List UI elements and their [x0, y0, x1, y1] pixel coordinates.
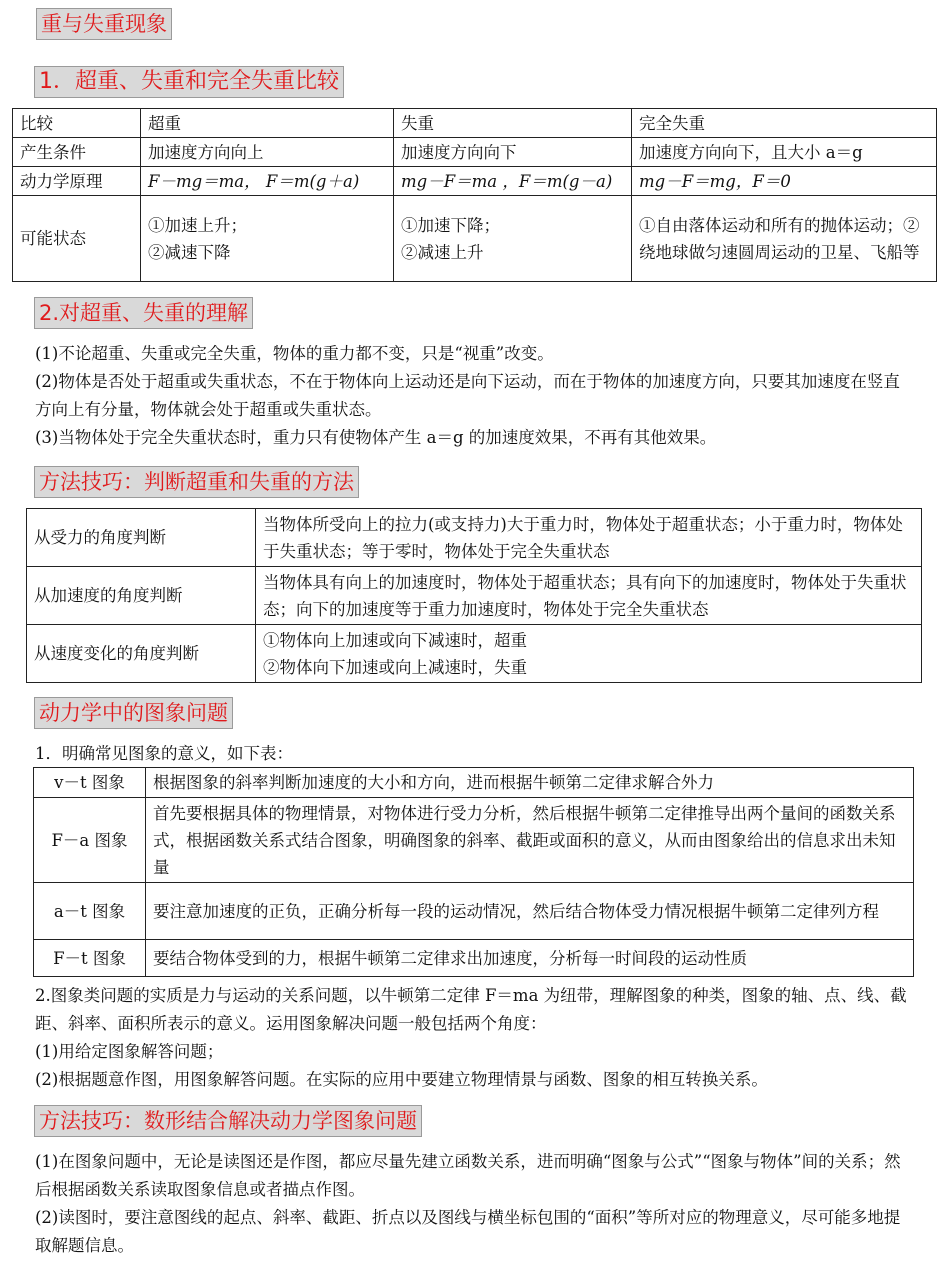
paragraph: (3)当物体处于完全失重状态时，重力只有使物体产生 a＝g 的加速度效果，不再有其他效果。 [35, 428, 717, 447]
comparison-table [12, 108, 937, 282]
graph-table [33, 767, 914, 977]
table-cell: 加速度方向向下 [394, 138, 632, 167]
table-row [34, 883, 914, 940]
understanding-paragraphs [35, 340, 915, 452]
method-table [26, 508, 922, 683]
table-cell: mg－F＝ma ，F＝m(g－a) [394, 167, 632, 196]
section-heading-numeric-graph: 方法技巧：数形结合解决动力学图象问题 [34, 1105, 422, 1137]
row-label: 动力学原理 [13, 167, 141, 196]
table-cell: 加速度方向向上 [141, 138, 394, 167]
table-cell: 当物体所受向上的拉力(或支持力)大于重力时，物体处于超重状态；小于重力时，物体处于失重状态；等于零时，物体处于完全失重状态 [256, 509, 922, 567]
header-cell: 比较 [13, 109, 141, 138]
row-label: 产生条件 [13, 138, 141, 167]
row-label: 从加速度的角度判断 [27, 567, 256, 625]
paragraph: (1)用给定图象解答问题； [35, 1042, 224, 1061]
table-row [13, 196, 937, 282]
graph-intro: 1．明确常见图象的意义，如下表： [35, 744, 293, 763]
paragraph: (2)根据题意作图，用图象解答问题。在实际的应用中要建立物理情景与函数、图象的相互转换关系。 [35, 1070, 768, 1089]
section-heading-method: 方法技巧：判断超重和失重的方法 [34, 466, 359, 498]
table-row [13, 167, 937, 196]
table-cell: F－mg＝ma， F＝m(g＋a) [141, 167, 394, 196]
table-cell: mg－F＝mg，F＝0 [632, 167, 937, 196]
header-cell: 完全失重 [632, 109, 937, 138]
paragraph: (1)在图象问题中，无论是读图还是作图，都应尽量先建立函数关系，进而明确“图象与公式”“图象与物体”间的关系；然后根据函数关系读取图象信息或者描点作图。 [35, 1152, 901, 1199]
row-label: 从受力的角度判断 [27, 509, 256, 567]
table-row [27, 509, 922, 567]
row-label: 可能状态 [13, 196, 141, 282]
paragraph: (2)物体是否处于超重或失重状态，不在于物体向上运动还是向下运动，而在于物体的加速度方向，只要其加速度在竖直方向上有分量，物体就会处于超重或失重状态。 [35, 372, 900, 419]
graph-paragraphs [35, 982, 915, 1094]
row-label: 从速度变化的角度判断 [27, 625, 256, 683]
header-cell: 失重 [394, 109, 632, 138]
table-row [34, 940, 914, 977]
table-row [27, 567, 922, 625]
table-row [34, 768, 914, 798]
paragraph: (2)读图时，要注意图线的起点、斜率、截距、折点以及图线与横坐标包围的“面积”等所对应的物理意义，尽可能多地提取解题信息。 [35, 1208, 901, 1255]
table-header-row [13, 109, 937, 138]
table-cell: ①物体向上加速或向下减速时，超重 ②物体向下加速或向上减速时，失重 [256, 625, 922, 683]
section-heading-comparison: 1．超重、失重和完全失重比较 [34, 66, 344, 98]
paragraph: (1)不论超重、失重或完全失重，物体的重力都不变，只是“视重”改变。 [35, 344, 554, 363]
table-row [34, 798, 914, 883]
table-cell: ①自由落体运动和所有的抛体运动；②绕地球做匀速圆周运动的卫星、飞船等 [632, 196, 937, 282]
section-heading-weight: 重与失重现象 [36, 8, 172, 40]
header-cell: 超重 [141, 109, 394, 138]
numeric-graph-paragraphs [35, 1148, 915, 1260]
section-heading-graph: 动力学中的图象问题 [34, 697, 233, 729]
table-cell: 加速度方向向下，且大小 a＝g [632, 138, 937, 167]
table-row [13, 138, 937, 167]
table-cell: ①加速上升； ②减速下降 [141, 196, 394, 282]
paragraph: 2.图象类问题的实质是力与运动的关系问题，以牛顿第二定律 F＝ma 为纽带，理解图象的种类，图象的轴、点、线、截距、斜率、面积所表示的意义。运用图象解决问题一般包括两个角度： [35, 986, 907, 1033]
table-row [27, 625, 922, 683]
table-cell: ①加速下降； ②减速上升 [394, 196, 632, 282]
section-heading-understanding: 2.对超重、失重的理解 [34, 297, 253, 329]
row-label: a－t 图象 [34, 883, 146, 940]
row-label: F－t 图象 [34, 940, 146, 977]
table-cell: 根据图象的斜率判断加速度的大小和方向，进而根据牛顿第二定律求解合外力 [146, 768, 914, 798]
row-label: v－t 图象 [34, 768, 146, 798]
table-cell: 要结合物体受到的力，根据牛顿第二定律求出加速度，分析每一时间段的运动性质 [146, 940, 914, 977]
row-label: F－a 图象 [34, 798, 146, 883]
table-cell: 要注意加速度的正负，正确分析每一段的运动情况，然后结合物体受力情况根据牛顿第二定律列方程 [146, 883, 914, 940]
table-cell: 首先要根据具体的物理情景，对物体进行受力分析，然后根据牛顿第二定律推导出两个量间的函数关系式，根据函数关系式结合图象，明确图象的斜率、截距或面积的意义，从而由图象给出的信息求出未知量 [146, 798, 914, 883]
table-cell: 当物体具有向上的加速度时，物体处于超重状态；具有向下的加速度时，物体处于失重状态；向下的加速度等于重力加速度时，物体处于完全失重状态 [256, 567, 922, 625]
